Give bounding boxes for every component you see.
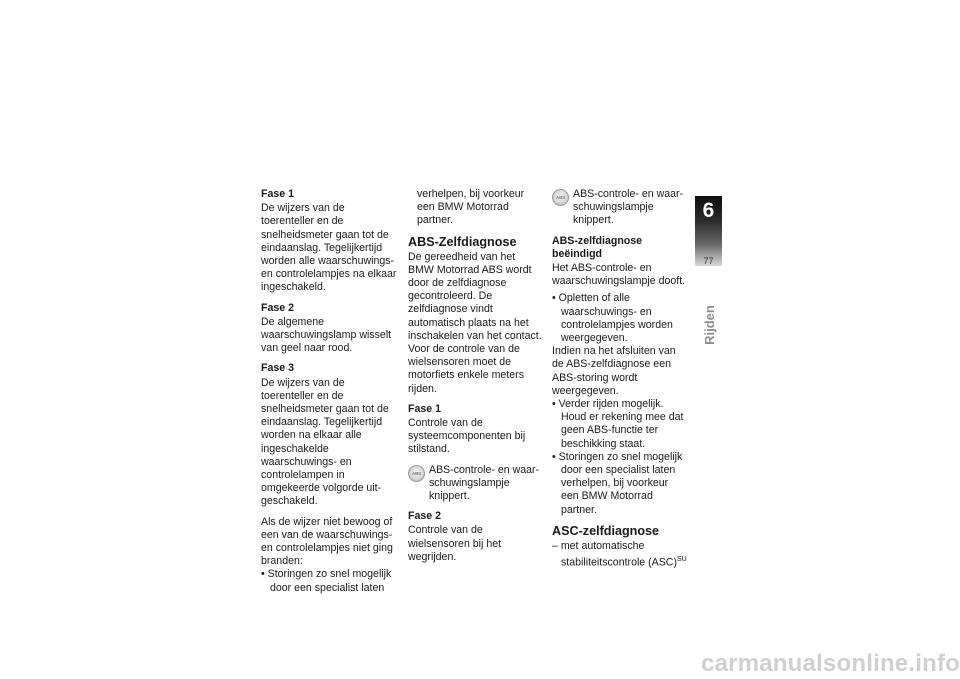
warning-lamp-note	[408, 464, 542, 504]
warning-lamp-text: ABS-controle- en waarschuwingslampje knippert.	[573, 188, 684, 227]
list-item	[552, 540, 688, 570]
asc-dash-text: – met automatische stabiliteitscontrole (ASC)	[552, 539, 677, 569]
abs-done-heading: ABS-zelfdiagnose beëindigd	[552, 234, 643, 260]
list-item: • Opletten of alle waarschuwings- en controlelampjes worden weergegeven.	[552, 292, 673, 345]
warning-lamp-text: ABS-controle- en waarschuwingslampje knippert.	[429, 463, 540, 503]
list-item: • Storingen zo snel mogelijk door een specialist laten	[261, 568, 392, 594]
phase3-heading: Fase 3	[261, 362, 294, 375]
abs-phase1-text: Controle van de systeemcomponenten bij stilstand.	[408, 417, 526, 456]
abs-selfdiagnosis-heading: ABS-Zelfdiagnose	[408, 234, 517, 249]
chapter-tab	[695, 196, 722, 266]
abs-intro-text: De gereedheid van het BMW Motorrad ABS wordt door de zelfdiagnose gecontroleerd. De zelfdiagnose vindt automatisch plaats na het inschakelen van het contact. Voor de controle van de wielsensoren moet de motorfiets enkele meters rijden.	[408, 250, 542, 395]
abs-phase2-heading: Fase 2	[408, 510, 441, 523]
phase1-heading: Fase 1	[261, 188, 294, 200]
column-1	[261, 188, 397, 595]
continued-text: verhelpen, bij voorkeur een BMW Motorrad partner.	[417, 188, 525, 227]
asc-selfdiagnosis-heading: ASC-zelfdiagnose	[552, 523, 660, 538]
column-2	[408, 188, 542, 564]
asc-superscript: SU	[676, 556, 687, 564]
list-item: • Verder rijden mogelijk. Houd er rekening mee dat geen ABS-functie ter beschikking staat.	[552, 398, 684, 450]
abs-warning-lamp-icon: ABS	[552, 189, 569, 206]
column-3	[552, 188, 688, 570]
warning-lamp-note	[552, 188, 688, 228]
abs-warning-lamp-icon: ABS	[408, 465, 425, 482]
abs-phase2-text: Controle van de wielsensoren bij het wegrijden.	[408, 524, 502, 563]
abs-phase1-heading: Fase 1	[408, 402, 441, 415]
list-item: • Storingen zo snel mogelijk door een specialist laten verhelpen, bij voorkeur een BMW Motorrad partner.	[552, 450, 683, 516]
phase2-text: De algemene waarschuwingslamp wisselt van geel naar rood.	[261, 315, 392, 355]
chapter-side-label: Rijden	[702, 305, 717, 345]
fail-condition-text: Als de wijzer niet bewoog of een van de waarschuwings- en controlelampjes niet ging branden:	[261, 515, 393, 568]
phase1-text: De wijzers van de toerenteller en de snelheidsmeter gaan tot de eindaanslag. Tegelijkertijd worden alle waarschuwings- en controlelampjes na elkaar ingeschakeld.	[261, 202, 397, 294]
page-number: 77	[703, 256, 714, 266]
phase3-text: De wijzers van de toerenteller en de snelheidsmeter gaan tot de eindaanslag. Tegelijkertijd worden na elkaar alle ingeschakelde waarschuwings- en controlelampen in omgekeerde volgorde uitgeschakeld.	[261, 376, 389, 508]
abs-error-text: Indien na het afsluiten van de ABS-zelfdiagnose een ABS-storing wordt weergegeven.	[552, 345, 676, 397]
chapter-number: 6	[702, 199, 715, 222]
abs-done-text: Het ABS-controle- en waarschuwingslampje dooft.	[552, 262, 686, 288]
watermark: carmanualsonline.info	[701, 650, 960, 677]
phase2-heading: Fase 2	[261, 301, 294, 314]
